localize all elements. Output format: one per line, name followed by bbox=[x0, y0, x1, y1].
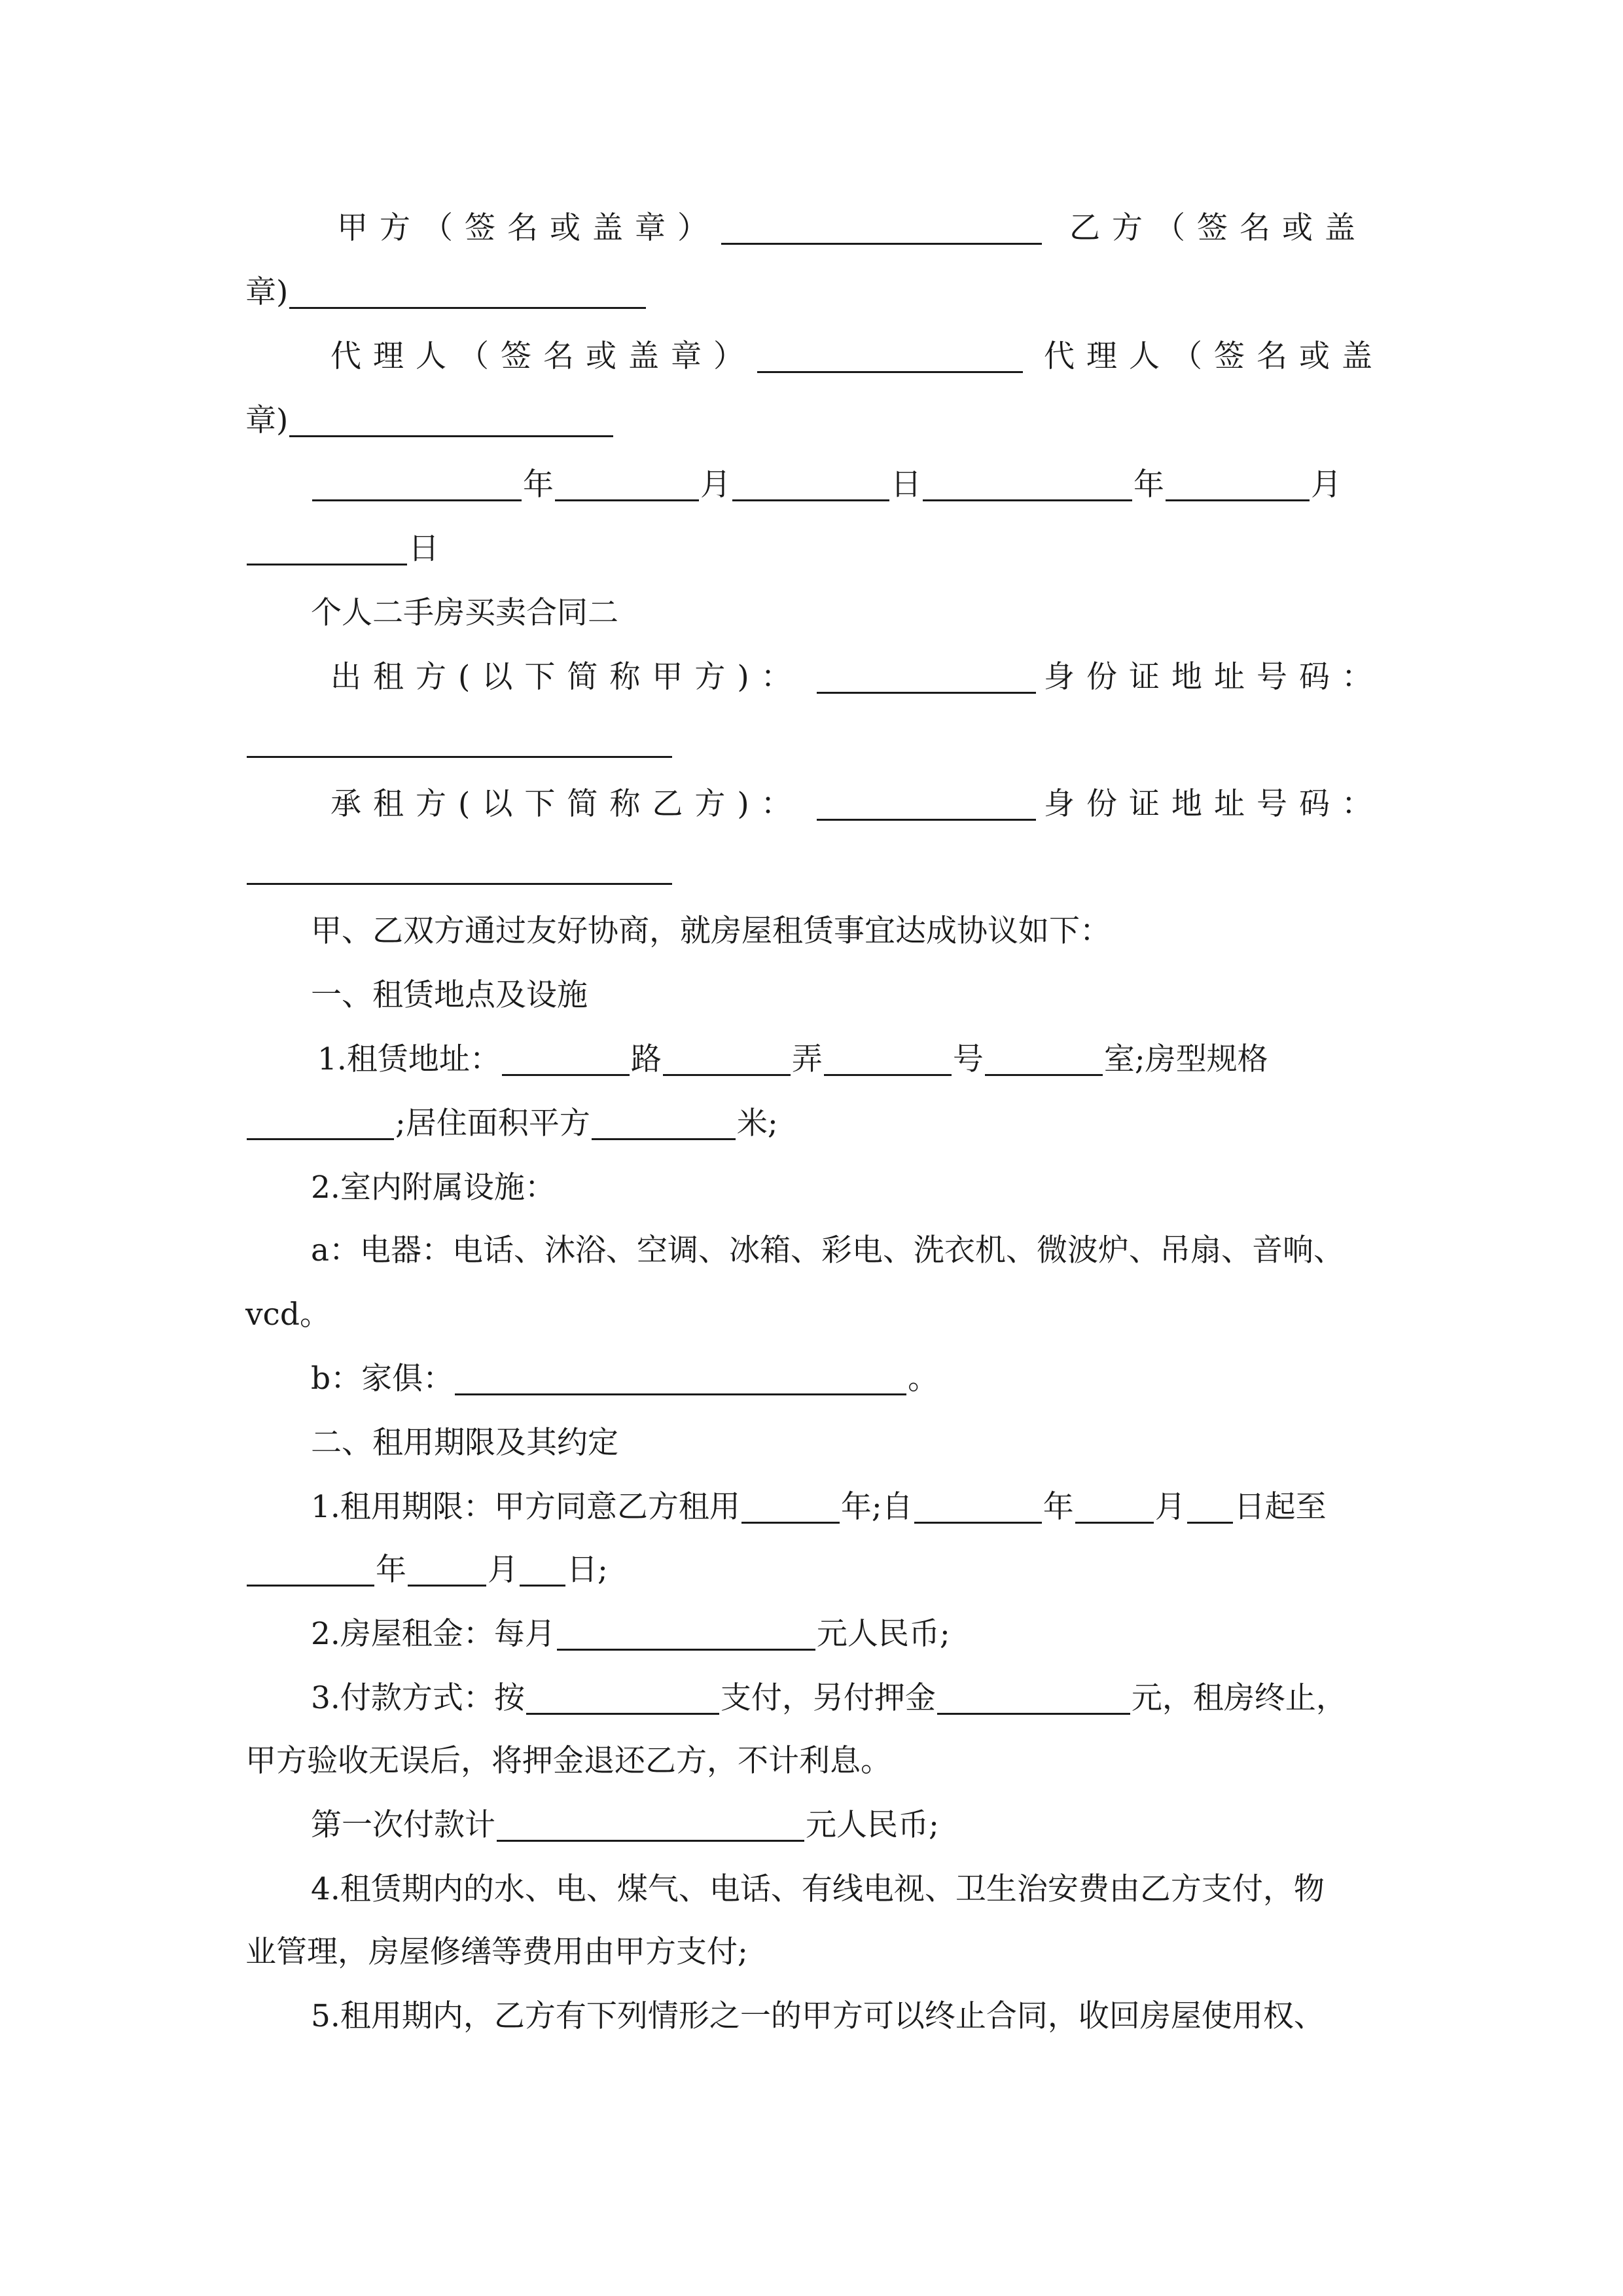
furniture-label: b：家俱： bbox=[311, 1361, 454, 1397]
agent-a-signature-blank[interactable] bbox=[757, 333, 1023, 373]
contract-title: 个人二手房买卖合同二 bbox=[311, 595, 618, 631]
room-label: 室;房型规格 bbox=[1103, 1041, 1268, 1077]
number-label: 号 bbox=[952, 1041, 984, 1077]
payment-suffix: 元，租房终止， bbox=[1131, 1680, 1347, 1716]
first-payment-blank[interactable] bbox=[497, 1802, 804, 1842]
payment-label: 3.付款方式：按 bbox=[311, 1680, 525, 1716]
to-year-label: 年 bbox=[376, 1552, 406, 1588]
furniture-blank[interactable] bbox=[455, 1355, 906, 1395]
payment-row-cont: 甲方验收无误后，将押金退还乙方，不计利息。 bbox=[245, 1743, 891, 1779]
rent-blank[interactable] bbox=[557, 1611, 815, 1651]
utilities-row-cont: 业管理，房屋修缮等费用由甲方支付; bbox=[245, 1934, 748, 1970]
to-year-blank[interactable] bbox=[247, 1547, 374, 1587]
payment-method-blank[interactable] bbox=[526, 1675, 719, 1715]
signature-date-row-cont bbox=[245, 517, 1384, 581]
signature-row-party-cont bbox=[245, 260, 1384, 325]
furniture-row bbox=[245, 1347, 1384, 1411]
lessee-row bbox=[245, 772, 1384, 836]
party-b-signature-label: 乙方（签名或盖 bbox=[1069, 210, 1367, 246]
agent-b-signature-label: 代理人（签名或盖 bbox=[1044, 338, 1384, 374]
deposit-blank[interactable] bbox=[937, 1675, 1130, 1715]
intro-paragraph: 甲、乙双方通过友好协商，就房屋租赁事宜达成协议如下： bbox=[311, 913, 1111, 949]
from-month-label: 月 bbox=[1154, 1489, 1186, 1525]
to-day-label: 日; bbox=[567, 1552, 608, 1588]
address-row bbox=[245, 1028, 1384, 1092]
furniture-end: 。 bbox=[908, 1361, 939, 1397]
date-b-month-label: 月 bbox=[1311, 467, 1342, 503]
date-a-day-label: 日 bbox=[891, 467, 921, 503]
date-a-year-label: 年 bbox=[523, 467, 554, 503]
appliances-row: a：电器：电话、沐浴、空调、冰箱、彩电、洗衣机、微波炉、吊扇、音响、 bbox=[311, 1232, 1345, 1268]
agent-b-signature-label-cont: 章) bbox=[245, 403, 289, 439]
area-blank[interactable] bbox=[592, 1100, 736, 1140]
lessee-name-blank[interactable] bbox=[817, 781, 1036, 821]
area-unit: 米; bbox=[736, 1105, 778, 1141]
first-payment-label: 第一次付款计 bbox=[311, 1807, 495, 1843]
term-years-label: 年;自 bbox=[840, 1489, 913, 1525]
date-a-month-label: 月 bbox=[700, 467, 731, 503]
lessee-label: 承租方(以下简称乙方)： bbox=[330, 786, 804, 822]
from-year-label: 年 bbox=[1043, 1489, 1074, 1525]
date-b-day-blank[interactable] bbox=[247, 526, 407, 565]
lessor-name-blank[interactable] bbox=[817, 654, 1036, 694]
term-row-cont bbox=[245, 1538, 1384, 1602]
from-day-label: 日起至 bbox=[1234, 1489, 1327, 1525]
term-years-blank[interactable] bbox=[741, 1484, 840, 1524]
utilities-row: 4.租赁期内的水、电、煤气、电话、有线电视、卫生治安费由乙方支付，物 bbox=[311, 1871, 1325, 1907]
term-row bbox=[245, 1475, 1384, 1539]
signature-row-agent bbox=[245, 325, 1384, 389]
date-b-year-label: 年 bbox=[1133, 467, 1164, 503]
rent-suffix: 元人民币; bbox=[816, 1616, 950, 1652]
date-b-year-blank[interactable] bbox=[923, 461, 1132, 501]
term-label: 1.租用期限：甲方同意乙方租用 bbox=[311, 1489, 740, 1525]
agent-b-signature-blank[interactable] bbox=[289, 397, 613, 437]
address-label: 1.租赁地址： bbox=[317, 1041, 501, 1077]
lessor-id-row bbox=[245, 709, 1384, 774]
room-type-blank[interactable] bbox=[247, 1100, 394, 1140]
facilities-heading: 2.室内附属设施： bbox=[311, 1170, 556, 1206]
road-blank[interactable] bbox=[502, 1036, 630, 1076]
date-a-month-blank[interactable] bbox=[555, 461, 699, 501]
date-b-month-blank[interactable] bbox=[1166, 461, 1310, 501]
party-b-signature-blank[interactable] bbox=[289, 269, 646, 309]
lessor-row bbox=[245, 645, 1384, 709]
first-payment-row bbox=[245, 1793, 1384, 1857]
from-day-blank[interactable] bbox=[1187, 1484, 1233, 1524]
section-2-heading: 二、租用期限及其约定 bbox=[311, 1425, 618, 1461]
lessor-label: 出租方(以下简称甲方)： bbox=[330, 659, 804, 695]
lane-blank[interactable] bbox=[663, 1036, 791, 1076]
party-a-signature-blank[interactable] bbox=[721, 205, 1042, 245]
lessee-id-row bbox=[245, 836, 1384, 901]
date-a-day-blank[interactable] bbox=[732, 461, 889, 501]
lessee-id-label: 身份证地址号码： bbox=[1044, 786, 1384, 822]
payment-mid: 支付，另付押金 bbox=[720, 1680, 936, 1716]
area-row bbox=[245, 1092, 1384, 1156]
to-month-label: 月 bbox=[488, 1552, 518, 1588]
termination-row: 5.租用期内，乙方有下列情形之一的甲方可以终止合同，收回房屋使用权、 bbox=[311, 1998, 1325, 2034]
room-blank[interactable] bbox=[985, 1036, 1103, 1076]
party-b-signature-label-cont: 章) bbox=[245, 274, 289, 310]
road-label: 路 bbox=[630, 1041, 662, 1077]
date-b-day-label: 日 bbox=[408, 531, 439, 567]
signature-date-row bbox=[245, 453, 1384, 517]
lessor-id-label: 身份证地址号码： bbox=[1044, 659, 1384, 695]
party-a-signature-label: 甲方（签名或盖章） bbox=[337, 210, 720, 246]
section-1-heading: 一、租赁地点及设施 bbox=[311, 977, 588, 1013]
signature-row-agent-cont bbox=[245, 389, 1384, 453]
payment-row bbox=[245, 1666, 1384, 1731]
first-payment-suffix: 元人民币; bbox=[806, 1807, 939, 1843]
from-year-blank[interactable] bbox=[914, 1484, 1042, 1524]
rent-label: 2.房屋租金：每月 bbox=[311, 1616, 556, 1652]
lane-label: 弄 bbox=[791, 1041, 823, 1077]
lessee-id-blank[interactable] bbox=[247, 845, 672, 885]
area-label: ;居住面积平方 bbox=[395, 1105, 590, 1141]
lessor-id-blank[interactable] bbox=[247, 718, 672, 758]
to-month-blank[interactable] bbox=[408, 1547, 486, 1587]
appliances-row-cont: vcd。 bbox=[245, 1297, 330, 1333]
date-a-year-blank[interactable] bbox=[312, 461, 522, 501]
from-month-blank[interactable] bbox=[1075, 1484, 1154, 1524]
signature-row-party bbox=[245, 196, 1384, 260]
rent-row bbox=[245, 1602, 1384, 1666]
agent-a-signature-label: 代理人（签名或盖章） bbox=[330, 338, 756, 374]
number-blank[interactable] bbox=[824, 1036, 952, 1076]
to-day-blank[interactable] bbox=[520, 1547, 565, 1587]
